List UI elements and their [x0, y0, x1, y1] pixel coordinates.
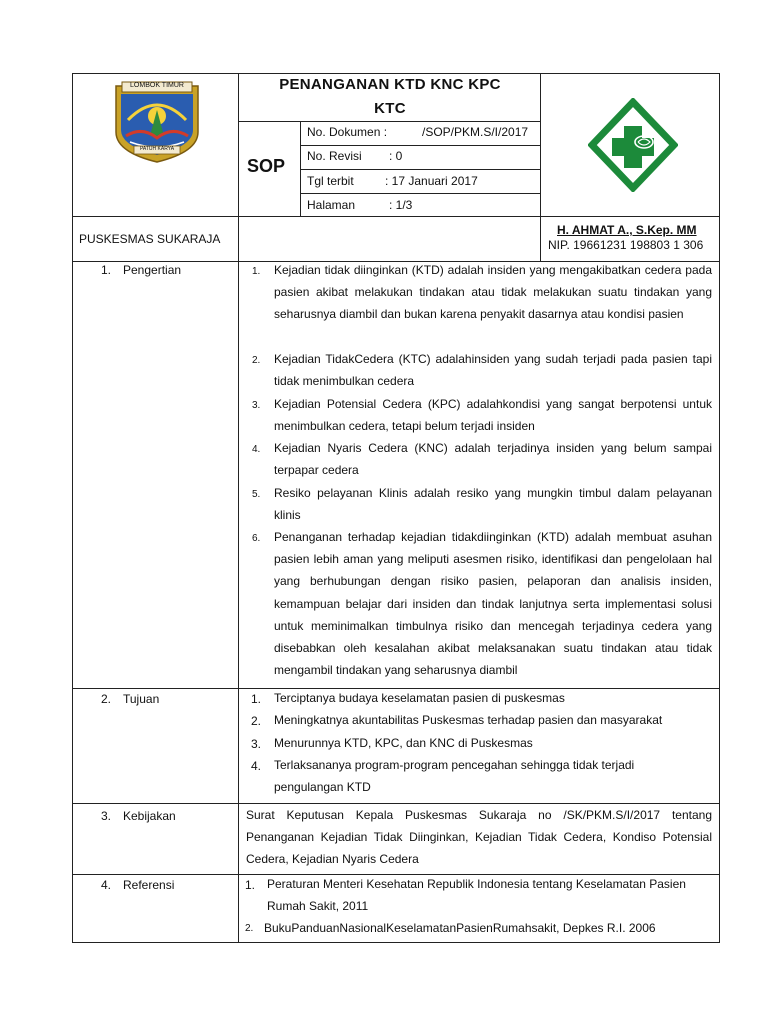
column-divider — [238, 73, 239, 943]
item-number: 5. — [252, 489, 261, 500]
section-number: 2. — [101, 692, 112, 706]
field-tgl-terbit-label: Tgl terbit — [307, 174, 354, 188]
section-title-tujuan — [101, 692, 159, 706]
reference-item: BukuPanduanNasionalKeselamatanPasienRumahsakit, Depkes R.I. 2006 — [264, 921, 656, 935]
table-border-right — [719, 73, 720, 943]
definition-item: Kejadian tidak diinginkan (KTD) adalah insiden yang mengakibatkan cedera pada pasien akibat melakukan tindakan atau tidak melakukan suatu tindakan yang seharusnya diambil dan bukan karena penyakit dasarnya atau kondisi pasien — [274, 263, 712, 322]
institution-name: PUSKESMAS SUKARAJA — [79, 232, 221, 246]
item-number: 2. — [252, 355, 261, 366]
item-number: 4. — [251, 759, 262, 773]
goal-item: Terlaksananya program-program pencegahan sehingga tidak terjadi pengulangan KTD — [274, 758, 635, 795]
item-number: 6. — [252, 533, 261, 544]
logo-text-bottom: PATUH KARYA — [139, 146, 175, 152]
logo-text-top: LOMBOK TIMUR — [130, 82, 184, 89]
signer-divider — [540, 216, 541, 261]
goal-item: Meningkatnya akuntabilitas Puskesmas terhadap pasien dan masyarakat — [274, 713, 663, 727]
field-no-dokumen-value: /SOP/PKM.S/I/2017 — [422, 125, 529, 139]
section-title: Referensi — [123, 878, 175, 892]
definition-item: Kejadian Potensial Cedera (KPC) adalahkondisi yang sangat berpotensi untuk menimbulkan cedera, tetapi belum terjadi insiden — [274, 397, 712, 434]
section-title: Pengertian — [123, 263, 182, 277]
signer-name: H. AHMAT A., S.Kep. MM — [557, 223, 697, 237]
goal-item: Terciptanya budaya keselamatan pasien di puskesmas — [274, 691, 565, 705]
definition-item: Penanganan terhadap kejadian tidakdiinginkan (KTD) adalah membuat asuhan pasien lebih aman yang meliputi asesmen risiko, identifikasi dan pengelolaan hal yang berhubungan dengan risiko pasien, pelaporan dan analisis insiden, kemampuan belajar dari insiden dan tindak lanjutnya serta implementasi solusi untuk meminimalkan timbulnya risiko dan mencegah terjadinya cedera yang disebabkan oleh kesalahan akibat melaksanakan suatu tindakan atau tidak mengambil tindakan yang seharusnya diambil — [274, 530, 712, 678]
reference-item: Peraturan Menteri Kesehatan Republik Indonesia tentang Keselamatan Pasien Rumah Sakit, 2011 — [267, 877, 686, 914]
document-title-line-2: KTC — [374, 100, 406, 117]
title-divider — [238, 121, 540, 122]
definition-item: Resiko pelayanan Klinis adalah resiko yang mungkin timbul dalam pelayanan klinis — [274, 486, 712, 523]
sop-label: SOP — [247, 156, 286, 176]
section-number: 4. — [101, 878, 112, 892]
section-title-referensi — [101, 878, 174, 892]
section-title-kebijakan — [101, 809, 176, 823]
section-number: 1. — [101, 263, 112, 277]
definition-item: Kejadian TidakCedera (KTC) adalahinsiden yang sudah terjadi pada pasien tapi tidak menimbulkan cedera — [274, 352, 712, 389]
field-divider — [300, 169, 540, 170]
field-no-revisi-value: : 0 — [389, 149, 403, 163]
field-divider — [300, 145, 540, 146]
table-border-left — [72, 73, 73, 943]
item-number: 3. — [252, 400, 261, 411]
field-tgl-terbit-value: : 17 Januari 2017 — [385, 174, 478, 188]
field-no-revisi-label: No. Revisi — [307, 149, 362, 163]
item-number: 1. — [245, 878, 256, 892]
item-number: 1. — [251, 692, 262, 706]
header-bottom-line — [72, 216, 720, 217]
item-number: 4. — [252, 444, 261, 455]
field-halaman-value: : 1/3 — [389, 198, 413, 212]
field-no-dokumen-label: No. Dokumen : — [307, 125, 388, 139]
section-number: 3. — [101, 809, 112, 823]
document-title-line-1: PENANGANAN KTD KNC KPC — [279, 76, 501, 93]
item-number: 1. — [252, 266, 261, 277]
signer-nip: NIP. 19661231 198803 1 306 — [548, 238, 704, 252]
puskesmas-logo — [588, 98, 678, 192]
item-number: 2. — [245, 923, 254, 934]
section-title-pengertian — [101, 263, 181, 277]
field-divider — [300, 193, 540, 194]
field-halaman-label: Halaman — [307, 198, 356, 212]
item-number: 3. — [251, 737, 262, 751]
logo-divider — [540, 73, 541, 216]
policy-text: Surat Keputusan Kepala Puskesmas Sukaraja no /SK/PKM.S/I/2017 tentang Penanganan Kejadian Tidak Diinginkan, Kejadian Tidak Cedera, Kondiso Potensial Cedera, Kejadian Nyaris Cedera — [246, 808, 712, 867]
definition-item: Kejadian Nyaris Cedera (KNC) adalah terjadinya insiden yang belum sampai terpapar cedera — [274, 441, 712, 478]
table-border-bottom — [72, 942, 720, 943]
section-title: Kebijakan — [123, 809, 176, 823]
section-title: Tujuan — [123, 692, 160, 706]
goal-item: Menurunnya KTD, KPC, dan KNC di Puskesmas — [274, 736, 533, 750]
item-number: 2. — [251, 714, 262, 728]
